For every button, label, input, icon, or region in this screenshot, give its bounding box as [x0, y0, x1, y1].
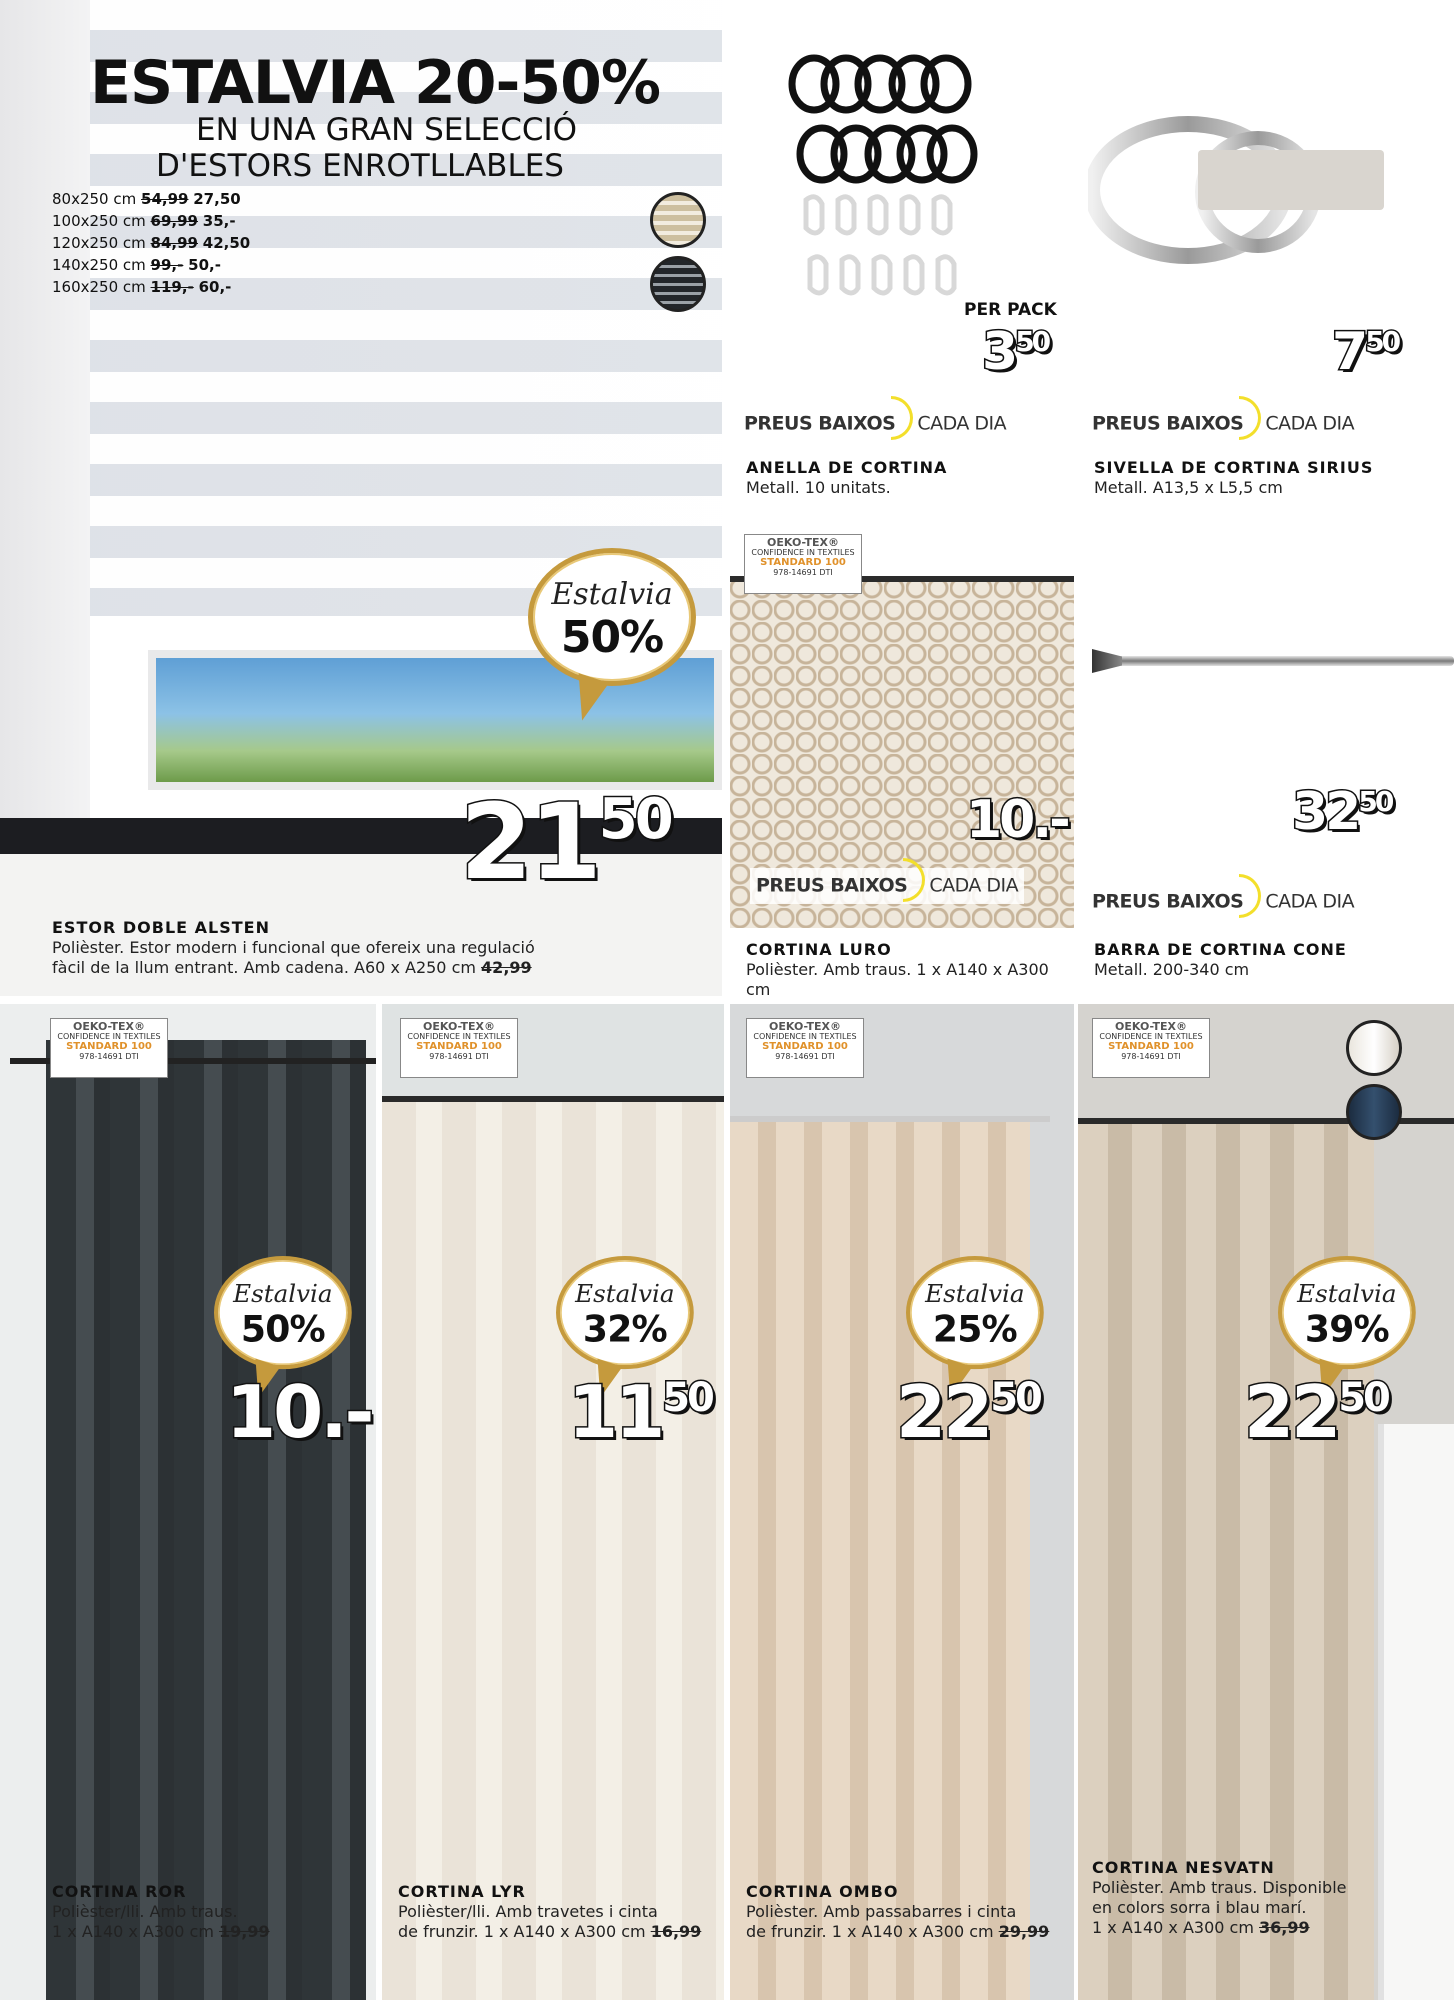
- luro-caption: CORTINA LURO Polièster. Amb traus. 1 x A140 x A300 cm: [746, 940, 1074, 996]
- curtain-rings-image: [786, 40, 1016, 320]
- nesvatn-price: 2250: [1244, 1370, 1388, 1454]
- ror-price: 10.-: [226, 1370, 372, 1454]
- preus-baixos-logo: PREUS BAIXOS CADA DIA: [1092, 886, 1354, 918]
- size-row: 120x250 cm 84,99 42,50: [52, 234, 251, 252]
- lyr-caption: CORTINA LYR Polièster/lli. Amb travetes i cinta de frunzir. 1 x A140 x A300 cm 16,99: [398, 1882, 702, 1941]
- hero-subheadline-1: EN UNA GRAN SELECCIÓ: [196, 112, 578, 148]
- product-lyr: [382, 1004, 724, 2000]
- discount-badge: Estalvia 25%: [906, 1256, 1044, 1369]
- window-image: [1378, 1424, 1454, 2000]
- curtain-rod: [382, 1096, 724, 1102]
- color-swatch-sand: [1346, 1020, 1402, 1076]
- curtain-buckle-image: [1088, 110, 1388, 280]
- sheer-curtain-image: [382, 1098, 724, 2000]
- discount-badge: Estalvia 39%: [1278, 1256, 1416, 1369]
- barra-caption: BARRA DE CORTINA CONE Metall. 200-340 cm: [1094, 940, 1347, 979]
- size-price-list: [52, 188, 250, 298]
- size-row: 140x250 cm 99,- 50,-: [52, 256, 221, 274]
- color-swatch-navy: [1346, 1084, 1402, 1140]
- rod-finial: [1092, 646, 1122, 676]
- size-row: 160x250 cm 119,- 60,-: [52, 278, 232, 296]
- oeko-tex-label: OEKO-TEX® CONFIDENCE IN TEXTILES STANDARD 100 978-14691 DTI: [746, 1018, 864, 1078]
- anella-price: 350: [982, 322, 1049, 382]
- lyr-price: 1150: [568, 1370, 712, 1454]
- product-sivella: [1078, 0, 1454, 514]
- curtain-rod-image: [1118, 656, 1454, 666]
- hero-caption: ESTOR DOBLE ALSTEN Polièster. Estor modern i funcional que ofereix una regulació fàcil de la llum entrant. Amb cadena. A60 x A250 cm 42,99: [52, 918, 535, 977]
- nesvatn-caption: CORTINA NESVATN Polièster. Amb traus. Disponible en colors sorra i blau marí. 1 x A140 x A300 cm 36,99: [1092, 1858, 1347, 1937]
- color-swatch-black: [650, 256, 706, 312]
- sivella-price: 750: [1332, 322, 1399, 382]
- preus-baixos-logo: PREUS BAIXOS CADA DIA: [1092, 408, 1354, 440]
- hero-price: 2150: [460, 781, 671, 903]
- curtain-rod: [730, 1116, 1050, 1122]
- per-pack-label: PER PACK: [964, 300, 1057, 320]
- anella-caption: ANELLA DE CORTINA Metall. 10 unitats.: [746, 458, 948, 497]
- sivella-caption: SIVELLA DE CORTINA SIRIUS Metall. A13,5 x L5,5 cm: [1094, 458, 1374, 497]
- discount-badge: Estalvia 50%: [528, 548, 696, 686]
- product-barra: [1078, 518, 1454, 996]
- beige-curtain-image: [730, 1120, 1030, 2000]
- dark-curtain-image: [46, 1040, 366, 2000]
- product-ombo: [730, 1004, 1074, 2000]
- ror-caption: CORTINA ROR Polièster/lli. Amb traus. 1 x A140 x A300 cm 19,99: [52, 1882, 270, 1941]
- product-ror: [0, 1004, 376, 2000]
- product-anella: [730, 0, 1074, 514]
- size-row: 100x250 cm 69,99 35,-: [52, 212, 236, 230]
- preus-baixos-logo: PREUS BAIXOS CADA DIA: [750, 868, 1024, 904]
- ombo-caption: CORTINA OMBO Polièster. Amb passabarres i cinta de frunzir. 1 x A140 x A300 cm 29,99: [746, 1882, 1050, 1941]
- hero-panel: [0, 0, 722, 996]
- barra-price: 3250: [1292, 782, 1392, 842]
- ombo-price: 2250: [896, 1370, 1040, 1454]
- luro-price: 10.-: [966, 790, 1068, 850]
- product-luro: [730, 518, 1074, 996]
- hero-headline: ESTALVIA 20-50%: [90, 48, 660, 118]
- oeko-tex-label: OEKO-TEX® CONFIDENCE IN TEXTILES STANDARD 100 978-14691 DTI: [744, 534, 862, 594]
- oeko-tex-label: OEKO-TEX® CONFIDENCE IN TEXTILES STANDARD 100 978-14691 DTI: [400, 1018, 518, 1078]
- preus-baixos-logo: PREUS BAIXOS CADA DIA: [744, 408, 1006, 440]
- product-nesvatn: [1078, 1004, 1454, 2000]
- discount-badge: Estalvia 32%: [556, 1256, 694, 1369]
- oeko-tex-label: OEKO-TEX® CONFIDENCE IN TEXTILES STANDARD 100 978-14691 DTI: [1092, 1018, 1210, 1078]
- oeko-tex-label: OEKO-TEX® CONFIDENCE IN TEXTILES STANDARD 100 978-14691 DTI: [50, 1018, 168, 1078]
- hero-subheadline-2: D'ESTORS ENROTLLABLES: [156, 148, 564, 184]
- discount-badge: Estalvia 50%: [214, 1256, 352, 1369]
- color-swatch-beige: [650, 192, 706, 248]
- size-row: 80x250 cm 54,99 27,50: [52, 190, 241, 208]
